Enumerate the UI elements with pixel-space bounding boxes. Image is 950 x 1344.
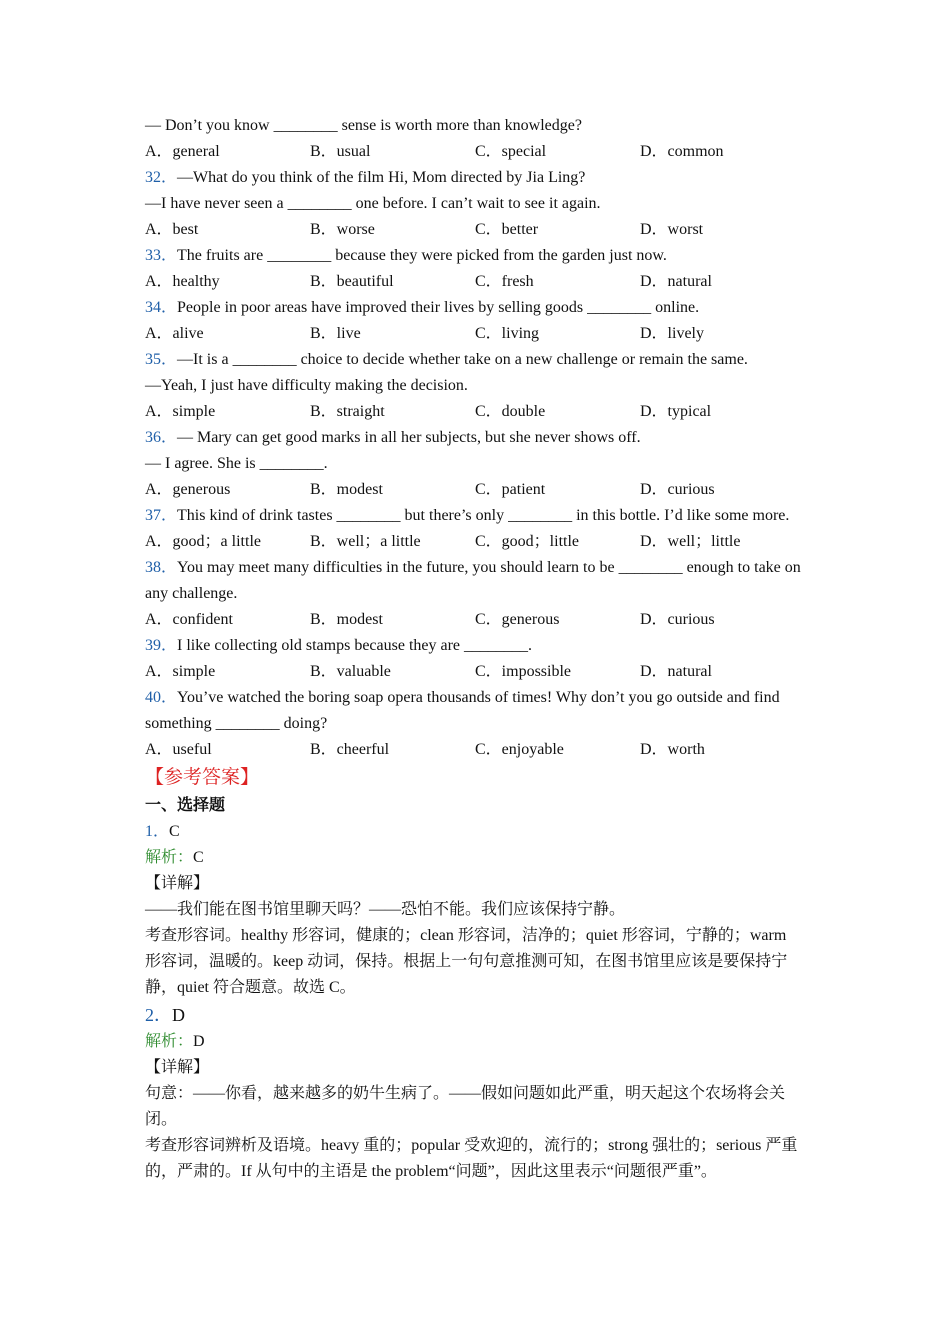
options-row [145,269,805,295]
detail-paragraph: 考查形容词。healthy 形容词，健康的；clean 形容词，洁净的；quiet 形容词，宁静的；warm 形容词，温暖的。keep 动词，保持。根据上一句句意推测可知，在图书馆里应该是要保持宁静，quiet 符合题意。故选 C。 [145,927,788,996]
options-row [145,139,805,165]
option-b: B．valuable [310,663,391,680]
question-34 [145,295,805,347]
analysis-line [145,845,805,871]
option-b: B．modest [310,611,383,628]
question-line: This kind of drink tastes ________ but there’s only ________ in this bottle. I’d like some more. [177,507,790,524]
answer-line [145,819,805,845]
option-d: D．curious [640,611,715,628]
question-text [145,347,805,373]
option-d: D．natural [640,663,712,680]
question-line: People in poor areas have improved their lives by selling goods ________ online. [177,299,700,316]
option-b: B．worse [310,221,375,238]
question-line: — Mary can get good marks in all her subjects, but she never shows off. [177,429,641,446]
question-number: 40． [145,689,178,706]
question-line: —It is a ________ choice to decide whether take on a new challenge or remain the same. [177,351,748,368]
question-number: 38． [145,559,178,576]
analysis-label: 解析： [145,849,194,866]
question-text [145,425,805,451]
options-row [145,607,805,633]
option-c: C．good；little [475,533,580,550]
question-number: 33． [145,247,178,264]
options-row [145,659,805,685]
option-c: C．impossible [475,663,572,680]
option-b: B．beautiful [310,273,394,290]
options-row [145,321,805,347]
option-c: C．better [475,221,539,238]
answer-number: 1． [145,823,170,840]
options-row [145,217,805,243]
question-40 [145,685,805,763]
question-text [145,295,805,321]
detail-label: 【详解】 [145,875,210,892]
question-line: —I have never seen a ________ one before. I can’t wait to see it again. [145,195,601,212]
question-number: 34． [145,299,178,316]
question-text [145,633,805,659]
question-text [145,685,805,737]
question-line: I like collecting old stamps because they are ________. [177,637,533,654]
question-line: The fruits are ________ because they were picked from the garden just now. [177,247,667,264]
detail-label: 【详解】 [145,1059,210,1076]
question-number: 37． [145,507,178,524]
option-c: C．patient [475,481,546,498]
option-a: A．healthy [145,273,220,290]
option-c: C．special [475,143,547,160]
option-a: A．good；a little [145,533,261,550]
question-line: — I agree. She is ________. [145,455,328,472]
detail-paragraph: ——我们能在图书馆里聊天吗？——恐怕不能。我们应该保持宁静。 [145,901,626,918]
question-line: —Yeah, I just have difficulty making the decision. [145,377,468,394]
options-row [145,529,805,555]
question-text [145,503,805,529]
question-text [145,165,805,191]
analysis-line [145,1029,805,1055]
option-c: C．fresh [475,273,534,290]
option-c: C．generous [475,611,560,628]
answer-2 [145,1001,805,1185]
option-d: D．curious [640,481,715,498]
option-d: D．well；little [640,533,741,550]
option-b: B．live [310,325,361,342]
option-a: A．simple [145,403,216,420]
detail-paragraph: 句意：——你看，越来越多的奶牛生病了。——假如问题如此严重，明天起这个农场将会关闭。 [145,1085,786,1128]
question-38 [145,555,805,633]
option-b: B．modest [310,481,383,498]
question-39 [145,633,805,685]
section-title: 一、选择题 [145,797,226,814]
option-d: D．typical [640,403,712,420]
option-a: A．confident [145,611,233,628]
question-line: You may meet many difficulties in the future, you should learn to be ________ enough to take on any challenge. [145,559,801,602]
analysis-label: 解析： [145,1033,194,1050]
option-a: A．simple [145,663,216,680]
option-b: B．straight [310,403,385,420]
question-36 [145,425,805,503]
option-b: B．cheerful [310,741,390,758]
option-b: B．usual [310,143,371,160]
analysis-value: C [193,849,204,866]
option-a: A．general [145,143,220,160]
question-number: 32． [145,169,178,186]
answer-key-heading: 【参考答案】 [145,767,260,788]
options-row [145,737,805,763]
option-a: A．generous [145,481,231,498]
question-33 [145,243,805,295]
question-number: 35． [145,351,178,368]
page-content [145,113,805,1185]
answer-line [145,1001,805,1029]
answer-value: D [172,1005,185,1025]
option-b: B．well；a little [310,533,421,550]
detail-paragraph: 考查形容词辨析及语境。heavy 重的；popular 受欢迎的，流行的；strong 强壮的；serious 严重的，严肃的。If 从句中的主语是 the problem“问题”，因此这里表示“问题很严重”。 [145,1137,798,1180]
option-a: A．alive [145,325,204,342]
option-c: C．double [475,403,546,420]
option-d: D．lively [640,325,704,342]
answer-number: 2． [145,1005,172,1025]
question-35 [145,347,805,425]
answer-1 [145,819,805,1001]
question-31 [145,113,805,165]
options-row [145,477,805,503]
question-text: — Don’t you know ________ sense is worth more than knowledge? [145,117,582,134]
option-d: D．worst [640,221,704,238]
option-a: A．useful [145,741,212,758]
question-number: 39． [145,637,178,654]
option-d: D．common [640,143,724,160]
option-d: D．worth [640,741,705,758]
question-text [145,243,805,269]
option-c: C．living [475,325,540,342]
option-d: D．natural [640,273,712,290]
question-line: You’ve watched the boring soap opera thousands of times! Why don’t you go outside and find something ________ doing? [145,689,780,732]
options-row [145,399,805,425]
question-line: —What do you think of the film Hi, Mom directed by Jia Ling? [177,169,586,186]
question-text [145,555,805,607]
question-number: 36． [145,429,178,446]
question-32 [145,165,805,243]
option-c: C．enjoyable [475,741,564,758]
question-37 [145,503,805,555]
analysis-value: D [193,1033,205,1050]
answer-value: C [169,823,180,840]
option-a: A．best [145,221,199,238]
